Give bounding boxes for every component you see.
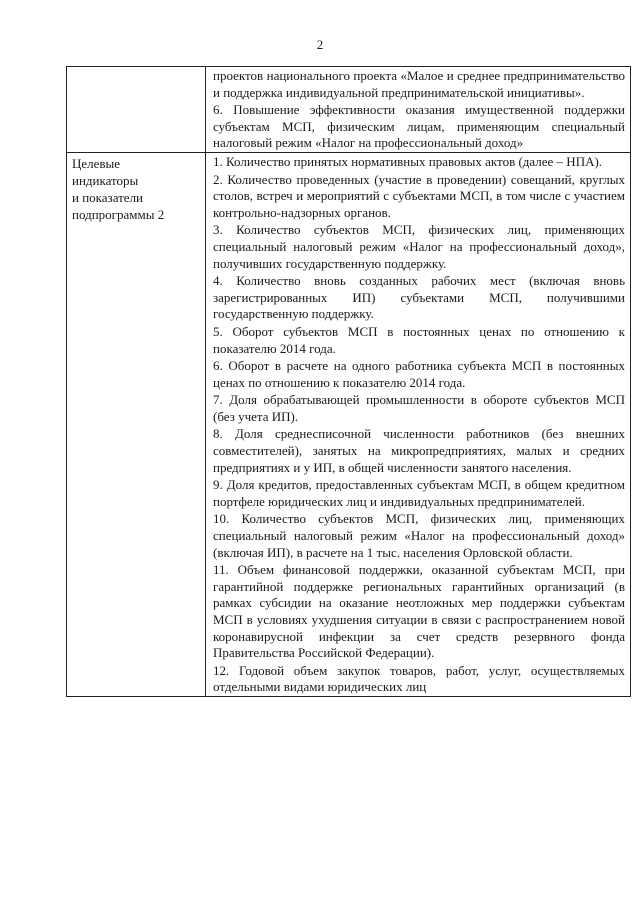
indicator-item: 6. Оборот в расчете на одного работника субъекта МСП в постоянных ценах по отношению к показателю 2014 года. bbox=[213, 358, 625, 390]
page-number: 2 bbox=[316, 37, 324, 52]
passport-table bbox=[66, 66, 631, 697]
indicator-item: 4. Количество вновь созданных рабочих мест (включая вновь зарегистрированных ИП) субъектами МСП, получившими государственную поддержку. bbox=[213, 273, 625, 322]
indicator-item: 8. Доля среднесписочной численности работников (без внешних совместителей), занятых на микропредприятиях, малых и средних предприятиях и у ИП, в общей численности занятого населения. bbox=[213, 426, 625, 475]
indicator-item: 9. Доля кредитов, предоставленных субъектам МСП, в общем кредитном портфеле юридических лиц и индивидуальных предпринимателей. bbox=[213, 477, 625, 509]
indicator-item: 10. Количество субъектов МСП, физических лиц, применяющих специальный налоговый режим «Налог на профессиональный доход» (включая ИП), в расчете на 1 тыс. населения Орловской области. bbox=[213, 511, 625, 560]
row-label-line: и показатели bbox=[72, 189, 144, 205]
indicator-item: 5. Оборот субъектов МСП в постоянных ценах по отношению к показателю 2014 года. bbox=[213, 323, 625, 356]
row-label-cell bbox=[67, 67, 206, 153]
row-label-line: подпрограммы 2 bbox=[72, 206, 165, 222]
row-label-line: индикаторы bbox=[72, 172, 139, 188]
row-content-cell bbox=[206, 67, 631, 153]
table-row bbox=[67, 152, 631, 696]
row-content-cell bbox=[206, 152, 631, 696]
indicator-item: 11. Объем финансовой поддержки, оказанной субъектам МСП, при гарантийной поддержке региональных гарантийных организаций (в рамках субсидии на оказание неотложных мер поддержки субъектам МСП в условиях ухудшения ситуации в связи с распространением новой коронавирусной инфекции за счет средств резервного фонда Правительства Российской Федерации). bbox=[213, 562, 625, 661]
indicator-item: 12. Годовой объем закупок товаров, работ, услуг, осуществляемых отдельными видами юридических лиц bbox=[213, 662, 625, 695]
paragraph: 6. Повышение эффективности оказания имущественной поддержки субъектам МСП, физическим лицам, применяющим специальный налоговый режим «Налог на профессиональный доход» bbox=[213, 102, 625, 151]
indicator-item: 1. Количество принятых нормативных правовых актов (далее – НПА). bbox=[213, 153, 603, 169]
indicator-item: 2. Количество проведенных (участие в проведении) совещаний, круглых столов, встреч и мероприятий с субъектами МСП, в том числе с участием контрольно-надзорных органов. bbox=[213, 171, 625, 220]
row-label-line: Целевые bbox=[72, 155, 121, 171]
row-label-cell bbox=[67, 152, 206, 696]
indicator-item: 3. Количество субъектов МСП, физических лиц, применяющих специальный налоговый режим «Налог на профессиональный доход», получивших государственную поддержку. bbox=[213, 222, 625, 271]
indicator-item: 7. Доля обрабатывающей промышленности в обороте субъектов МСП (без учета ИП). bbox=[213, 392, 625, 424]
paragraph: проектов национального проекта «Малое и среднее предпринимательство и поддержка индивидуальной предпринимательской инициативы». bbox=[213, 68, 625, 100]
table-row bbox=[67, 67, 631, 153]
